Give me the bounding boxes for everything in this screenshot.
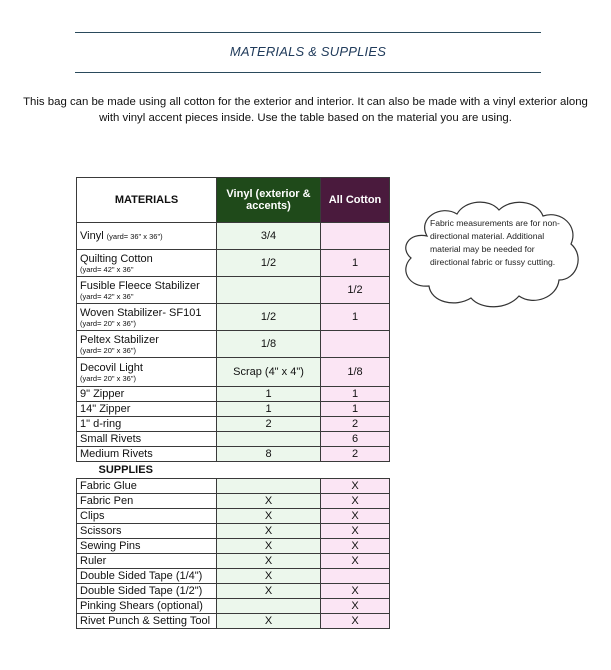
material-row xyxy=(77,417,390,432)
cotton-amount: 2 xyxy=(321,417,390,432)
supply-row xyxy=(77,509,390,524)
supply-row xyxy=(77,554,390,569)
vinyl-amount: 1/8 xyxy=(217,331,321,358)
supplies-heading-row xyxy=(77,462,390,479)
material-row xyxy=(77,402,390,417)
vinyl-check: X xyxy=(217,539,321,554)
vinyl-check: X xyxy=(217,554,321,569)
material-name xyxy=(77,402,217,417)
cotton-column-header: All Cotton xyxy=(321,178,390,223)
supply-row xyxy=(77,494,390,509)
supply-row xyxy=(77,479,390,494)
top-rule xyxy=(75,32,541,33)
material-name xyxy=(77,432,217,447)
supplies-heading: SUPPLIES xyxy=(77,462,217,479)
material-name-label: Quilting Cotton xyxy=(80,252,153,265)
material-row xyxy=(77,331,390,358)
cotton-amount: 2 xyxy=(321,447,390,462)
material-name xyxy=(77,417,217,432)
cotton-amount: 1/2 xyxy=(321,277,390,304)
supply-name: Double Sided Tape (1/2") xyxy=(77,584,217,599)
supply-name: Double Sided Tape (1/4") xyxy=(77,569,217,584)
supply-name: Sewing Pins xyxy=(77,539,217,554)
cotton-check: X xyxy=(321,494,390,509)
vinyl-check: X xyxy=(217,584,321,599)
vinyl-check xyxy=(217,599,321,614)
cotton-check: X xyxy=(321,599,390,614)
material-row xyxy=(77,277,390,304)
material-name-label: Peltex Stabilizer xyxy=(80,333,159,346)
vinyl-check: X xyxy=(217,614,321,629)
cotton-check: X xyxy=(321,584,390,599)
cotton-amount: 1 xyxy=(321,304,390,331)
material-yard-note: (yard= 42" x 36" xyxy=(80,264,134,274)
supply-row xyxy=(77,539,390,554)
material-name-label: Decovil Light xyxy=(80,361,143,374)
material-name-label: Vinyl xyxy=(80,229,104,242)
vinyl-amount: 1 xyxy=(217,387,321,402)
material-row xyxy=(77,447,390,462)
vinyl-column-header: Vinyl (exterior & accents) xyxy=(217,178,321,223)
section-title: MATERIALS & SUPPLIES xyxy=(229,44,387,59)
cotton-amount: 1 xyxy=(321,250,390,277)
vinyl-amount: 1/2 xyxy=(217,250,321,277)
material-yard-note: (yard= 36" x 36") xyxy=(106,231,163,241)
material-row xyxy=(77,250,390,277)
material-row xyxy=(77,358,390,387)
material-name xyxy=(77,447,217,462)
vinyl-amount: 2 xyxy=(217,417,321,432)
material-name-label: 1" d-ring xyxy=(80,418,122,430)
supply-name: Clips xyxy=(77,509,217,524)
vinyl-amount xyxy=(217,432,321,447)
material-row xyxy=(77,223,390,250)
bottom-rule xyxy=(75,72,541,73)
material-name xyxy=(77,277,217,304)
cotton-check: X xyxy=(321,554,390,569)
supply-name: Pinking Shears (optional) xyxy=(77,599,217,614)
material-name xyxy=(77,250,217,277)
material-yard-note: (yard= 20" x 36") xyxy=(80,318,136,328)
materials-table-body xyxy=(77,223,390,629)
supply-row xyxy=(77,599,390,614)
empty-cell xyxy=(321,462,390,479)
material-name xyxy=(77,223,217,250)
cotton-check: X xyxy=(321,509,390,524)
supply-name: Scissors xyxy=(77,524,217,539)
supply-name: Fabric Pen xyxy=(77,494,217,509)
material-name-label: Woven Stabilizer- SF101 xyxy=(80,306,202,319)
material-yard-note: (yard= 42" x 36" xyxy=(80,291,134,301)
vinyl-check xyxy=(217,479,321,494)
material-row xyxy=(77,387,390,402)
material-name xyxy=(77,331,217,358)
vinyl-check: X xyxy=(217,524,321,539)
cotton-check: X xyxy=(321,479,390,494)
material-name xyxy=(77,358,217,387)
supply-row xyxy=(77,614,390,629)
vinyl-amount: 1/2 xyxy=(217,304,321,331)
vinyl-amount: Scrap (4" x 4") xyxy=(217,358,321,387)
supply-name: Rivet Punch & Setting Tool xyxy=(77,614,217,629)
materials-heading: MATERIALS xyxy=(77,178,217,223)
cotton-check xyxy=(321,569,390,584)
supply-name: Fabric Glue xyxy=(77,479,217,494)
cotton-amount xyxy=(321,331,390,358)
vinyl-amount: 1 xyxy=(217,402,321,417)
material-name-label: 14" Zipper xyxy=(80,403,131,415)
supply-row xyxy=(77,569,390,584)
vinyl-amount xyxy=(217,277,321,304)
vinyl-check: X xyxy=(217,509,321,524)
material-name xyxy=(77,304,217,331)
supply-name: Ruler xyxy=(77,554,217,569)
cotton-amount: 1 xyxy=(321,387,390,402)
empty-cell xyxy=(217,462,321,479)
cotton-amount: 6 xyxy=(321,432,390,447)
material-name-label: 9" Zipper xyxy=(80,388,125,400)
material-name xyxy=(77,387,217,402)
vinyl-check: X xyxy=(217,569,321,584)
vinyl-check: X xyxy=(217,494,321,509)
note-cloud-text: Fabric measurements are for non-directional material. Additional material may be needed for directional fabric or fussy cutting. xyxy=(430,218,560,267)
material-yard-note: (yard= 20" x 36") xyxy=(80,373,136,383)
cotton-amount: 1 xyxy=(321,402,390,417)
supply-row xyxy=(77,524,390,539)
material-yard-note: (yard= 20" x 36") xyxy=(80,345,136,355)
material-row xyxy=(77,304,390,331)
cotton-amount xyxy=(321,223,390,250)
materials-table xyxy=(76,177,390,629)
cotton-check: X xyxy=(321,539,390,554)
material-row xyxy=(77,432,390,447)
intro-paragraph: This bag can be made using all cotton for the exterior and interior. It can also be made with a vinyl exterior along with vinyl accent pieces inside. Use the table based on the material you are using. xyxy=(23,96,588,124)
material-name-label: Small Rivets xyxy=(80,433,142,445)
cotton-check: X xyxy=(321,614,390,629)
material-name-label: Fusible Fleece Stabilizer xyxy=(80,279,200,292)
vinyl-amount: 8 xyxy=(217,447,321,462)
material-name-label: Medium Rivets xyxy=(80,448,153,460)
cotton-check: X xyxy=(321,524,390,539)
vinyl-amount: 3/4 xyxy=(217,223,321,250)
cotton-amount: 1/8 xyxy=(321,358,390,387)
supply-row xyxy=(77,584,390,599)
